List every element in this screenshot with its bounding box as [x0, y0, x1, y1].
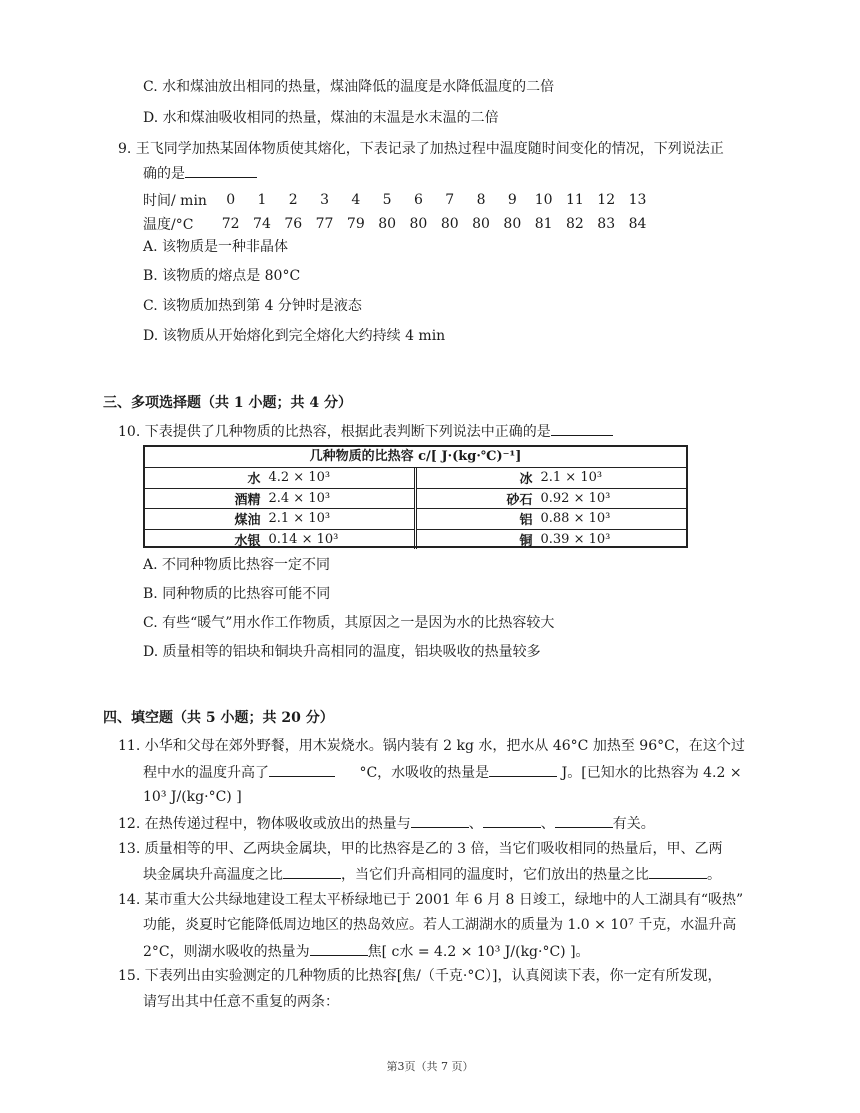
time-header: 时间/ min — [143, 193, 207, 209]
q14-line1: 14. 某市重大公共绿地建设工程太平桥绿地已于 2001 年 6 月 8 日竣工，绿地中的人工湖具有“吸热” — [118, 892, 744, 908]
substance-row — [145, 468, 414, 489]
q14-text-b: 焦[ c水 = 4.2 × 10³ J/(kg·°C) ]。 — [367, 944, 590, 960]
substance-name: 煤油 — [234, 513, 261, 529]
q15-line2: 请写出其中任意不重复的两条： — [143, 994, 339, 1010]
specific-heat-value: 4.2 × 10³ — [268, 470, 331, 486]
substance-name: 酒精 — [234, 492, 261, 508]
q9-option-a: A. 该物质是一种非晶体 — [143, 239, 289, 255]
page-footer: 第3页（共 7 页） — [386, 1060, 474, 1073]
substance-name: 水 — [247, 472, 261, 488]
substance-name: 铜 — [519, 533, 533, 549]
q10-option-c: C. 有些“暖气”用水作工作物质，其原因之一是因为水的比热容较大 — [143, 615, 555, 631]
answer-blank — [411, 813, 469, 828]
temp-cell: 83 — [597, 216, 616, 232]
answer-blank — [551, 421, 613, 436]
specific-heat-value: 0.39 × 10³ — [540, 531, 611, 547]
answer-blank — [649, 864, 707, 879]
temp-cell: 80 — [440, 216, 459, 232]
q9-data-table — [143, 188, 653, 236]
temp-cell: 80 — [472, 216, 490, 232]
time-cell: 7 — [445, 192, 455, 208]
q13-text-b: ，当它们升高相同的温度时，它们放出的热量之比 — [341, 867, 649, 883]
substance-row — [417, 509, 686, 530]
temp-cell: 84 — [628, 216, 647, 232]
temp-cell: 80 — [503, 216, 522, 232]
answer-blank — [283, 864, 341, 879]
q8-option-c: C. 水和煤油放出相同的热量，煤油降低的温度是水降低温度的二倍 — [143, 79, 555, 95]
table-left-column — [145, 468, 417, 549]
q14-line2: 功能，炎夏时它能降低周边地区的热岛效应。若人工湖湖水的质量为 1.0 × 10⁷ 千克，水温升高 — [143, 917, 737, 933]
temp-cell: 79 — [346, 216, 365, 232]
q12-sep2: 、 — [540, 816, 555, 832]
temp-cell: 82 — [566, 216, 584, 232]
q12-text-a: 12. 在热传递过程中，物体吸收或放出的热量与 — [118, 816, 411, 832]
substance-name: 砂石 — [506, 492, 533, 508]
temp-cell: 80 — [378, 216, 397, 232]
temp-cell: 81 — [534, 216, 553, 232]
answer-blank — [489, 762, 557, 777]
q11-line1: 11. 小华和父母在郊外野餐，用木炭烧水。锅内装有 2 kg 水，把水从 46°C 加热至 96°C，在这个过 — [118, 738, 745, 754]
temp-header: 温度/°C — [143, 217, 194, 233]
q12-line — [118, 813, 655, 834]
answer-blank — [310, 941, 368, 956]
specific-heat-value: 0.92 × 10³ — [540, 490, 611, 506]
table-right-column — [417, 468, 686, 549]
answer-blank — [483, 813, 541, 828]
q11-text-b: °C，水吸收的热量是 — [359, 765, 490, 781]
time-cell: 9 — [507, 192, 517, 208]
q9-stem-line1: 9. 王飞同学加热某固体物质使其熔化，下表记录了加热过程中温度随时间变化的情况，下列说法正 — [118, 141, 724, 157]
q10-option-d: D. 质量相等的铝块和铜块升高相同的温度，铝块吸收的热量较多 — [143, 644, 541, 660]
q9-option-c: C. 该物质加热到第 4 分钟时是液态 — [143, 298, 362, 314]
q8-option-d: D. 水和煤油吸收相同的热量，煤油的末温是水末温的二倍 — [143, 110, 499, 126]
q10-option-b: B. 同种物质的比热容可能不同 — [143, 586, 331, 602]
q13-line1: 13. 质量相等的甲、乙两块金属块，甲的比热容是乙的 3 倍，当它们吸收相同的热量后，甲、乙两 — [118, 841, 723, 857]
temp-cell: 74 — [253, 216, 271, 232]
q9-stem-text: 确的是 — [143, 166, 185, 182]
answer-blank — [269, 762, 335, 777]
time-row — [143, 188, 653, 212]
specific-heat-value: 0.88 × 10³ — [540, 511, 611, 527]
q13-line2 — [143, 864, 721, 885]
specific-heat-value: 2.4 × 10³ — [268, 490, 331, 506]
temp-cell: 80 — [409, 216, 428, 232]
time-cell: 4 — [351, 192, 361, 208]
q9-stem-line2 — [143, 163, 257, 184]
time-cell: 12 — [597, 192, 616, 208]
time-cell: 11 — [566, 192, 584, 208]
time-cell: 0 — [226, 192, 236, 208]
q14-line3 — [143, 941, 590, 962]
temp-row — [143, 212, 653, 236]
substance-row — [417, 489, 686, 510]
time-cell: 3 — [320, 192, 329, 208]
q13-text-c: 。 — [707, 867, 721, 883]
substance-name: 冰 — [519, 472, 533, 488]
time-cell: 5 — [382, 192, 392, 208]
substance-row — [145, 530, 414, 550]
table-title: 几种物质的比热容 c/[ J·(kg·℃)⁻¹] — [145, 447, 686, 468]
q13-text-a: 块金属块升高温度之比 — [143, 867, 283, 883]
time-cell: 6 — [413, 192, 423, 208]
time-cell: 1 — [257, 192, 267, 208]
substance-row — [145, 509, 414, 530]
time-cell: 13 — [628, 192, 647, 208]
q11-line3: 10³ J/(kg·°C) ] — [143, 789, 242, 805]
specific-heat-value: 2.1 × 10³ — [540, 470, 603, 486]
q12-sep1: 、 — [468, 816, 483, 832]
q11-text-c: J。[已知水的比热容为 4.2 × — [561, 765, 742, 781]
temp-cell: 76 — [284, 216, 303, 232]
specific-heat-value: 0.14 × 10³ — [268, 531, 339, 547]
q10-stem-text: 10. 下表提供了几种物质的比热容，根据此表判断下列说法中正确的是 — [118, 424, 551, 440]
time-cell: 8 — [476, 192, 486, 208]
time-cell: 2 — [288, 192, 298, 208]
answer-blank — [555, 813, 613, 828]
temp-cell: 77 — [315, 216, 334, 232]
q9-option-d: D. 该物质从开始熔化到完全熔化大约持续 4 min — [143, 328, 446, 344]
substance-name: 水银 — [234, 533, 261, 549]
substance-row — [417, 530, 686, 550]
q14-text-a: 2°C，则湖水吸收的热量为 — [143, 944, 310, 960]
substance-name: 铝 — [519, 513, 533, 529]
specific-heat-value: 2.1 × 10³ — [268, 511, 331, 527]
q12-text-b: 有关。 — [612, 816, 655, 832]
answer-blank — [185, 163, 257, 178]
temp-cell: 72 — [221, 216, 240, 232]
q10-stem — [118, 421, 613, 442]
q15-line1: 15. 下表列出由实验测定的几种物质的比热容[焦/（千克·°C）]，认真阅读下表，你一定有所发现， — [118, 968, 722, 984]
section-3-heading: 三、多项选择题（共 1 小题；共 4 分） — [103, 395, 352, 411]
section-4-heading: 四、填空题（共 5 小题；共 20 分） — [103, 710, 334, 726]
time-cell: 10 — [534, 192, 553, 208]
q11-line2 — [143, 762, 742, 783]
q11-text-a: 程中水的温度升高了 — [143, 765, 269, 781]
substance-row — [417, 468, 686, 489]
q9-option-b: B. 该物质的熔点是 80°C — [143, 268, 301, 284]
q10-option-a: A. 不同种物质比热容一定不同 — [143, 557, 331, 573]
substance-row — [145, 489, 414, 510]
specific-heat-table — [143, 445, 688, 548]
